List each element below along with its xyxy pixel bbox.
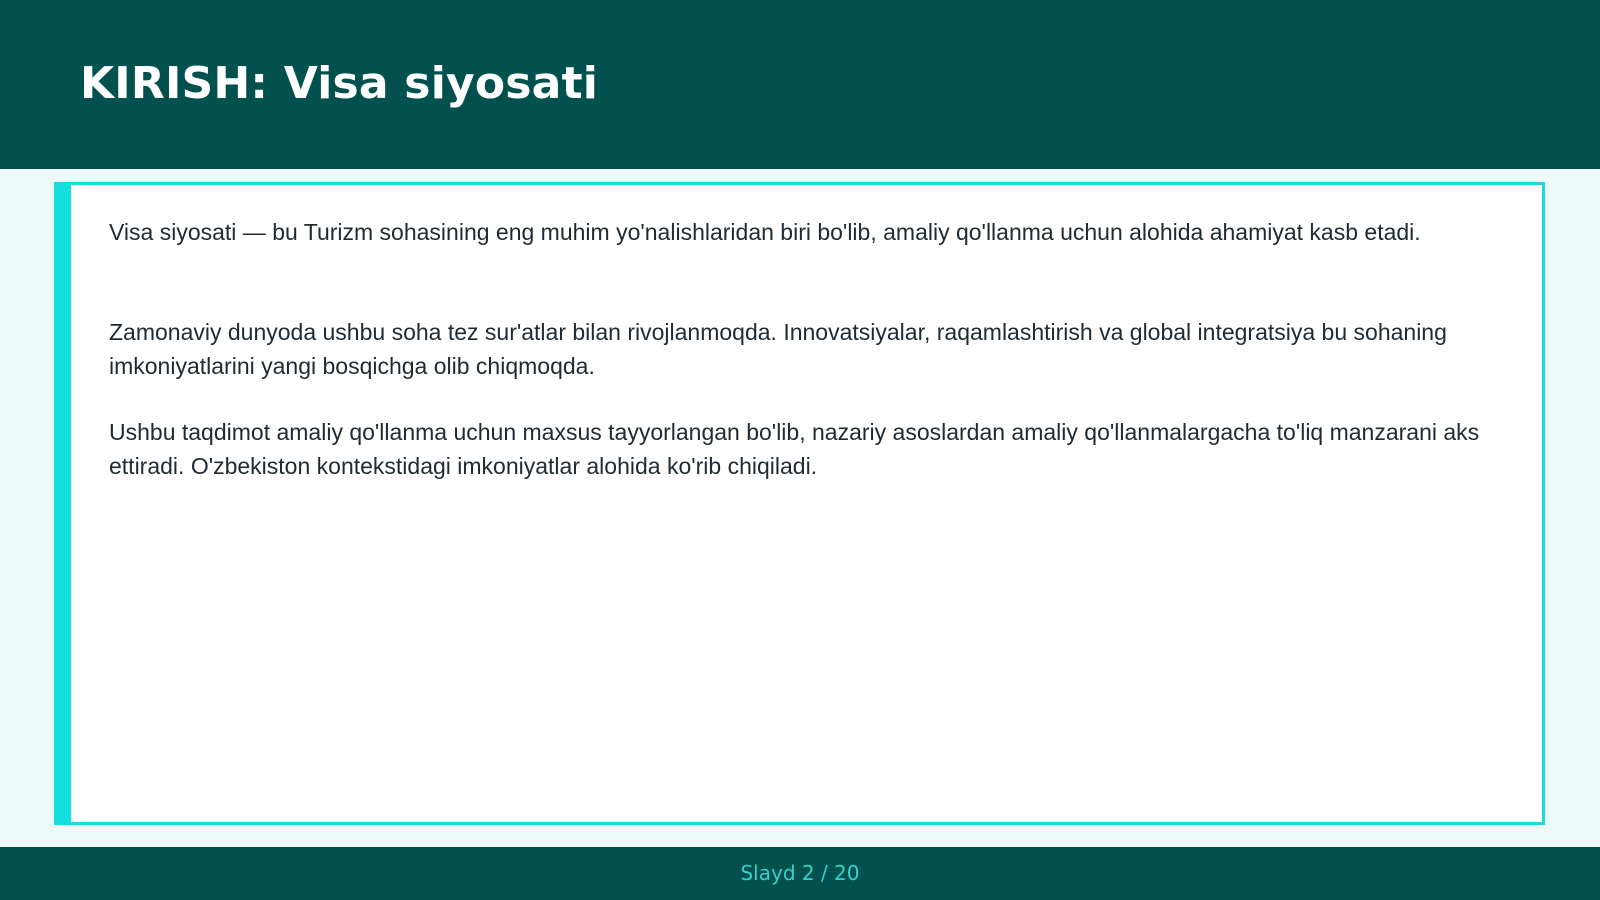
content-paragraph-2: Zamonaviy dunyoda ushbu soha tez sur'atlar bilan rivojlanmoqda. Innovatsiyalar, raqamlashtirish va global integratsiya bu sohaning imkoniyatlarini yangi bosqichga olib chiqmoqda.: [109, 319, 1447, 379]
slide-header: [0, 0, 1600, 169]
slide-footer: [0, 847, 1600, 900]
slide-title: KIRISH: Visa siyosati: [80, 58, 599, 109]
slide-counter: Slayd 2 / 20: [740, 861, 860, 885]
content-card: [54, 182, 1545, 825]
content-paragraph-3: Ushbu taqdimot amaliy qo'llanma uchun maxsus tayyorlangan bo'lib, nazariy asoslardan amaliy qo'llanmalargacha to'liq manzarani aks ettiradi. O'zbekiston kontekstidagi imkoniyatlar alohida ko'rib chiqiladi.: [109, 419, 1480, 479]
content-paragraph-1: Visa siyosati — bu Turizm sohasining eng muhim yo'nalishlaridan biri bo'lib, amaliy qo'llanma uchun alohida ahamiyat kasb etadi.: [109, 219, 1421, 245]
